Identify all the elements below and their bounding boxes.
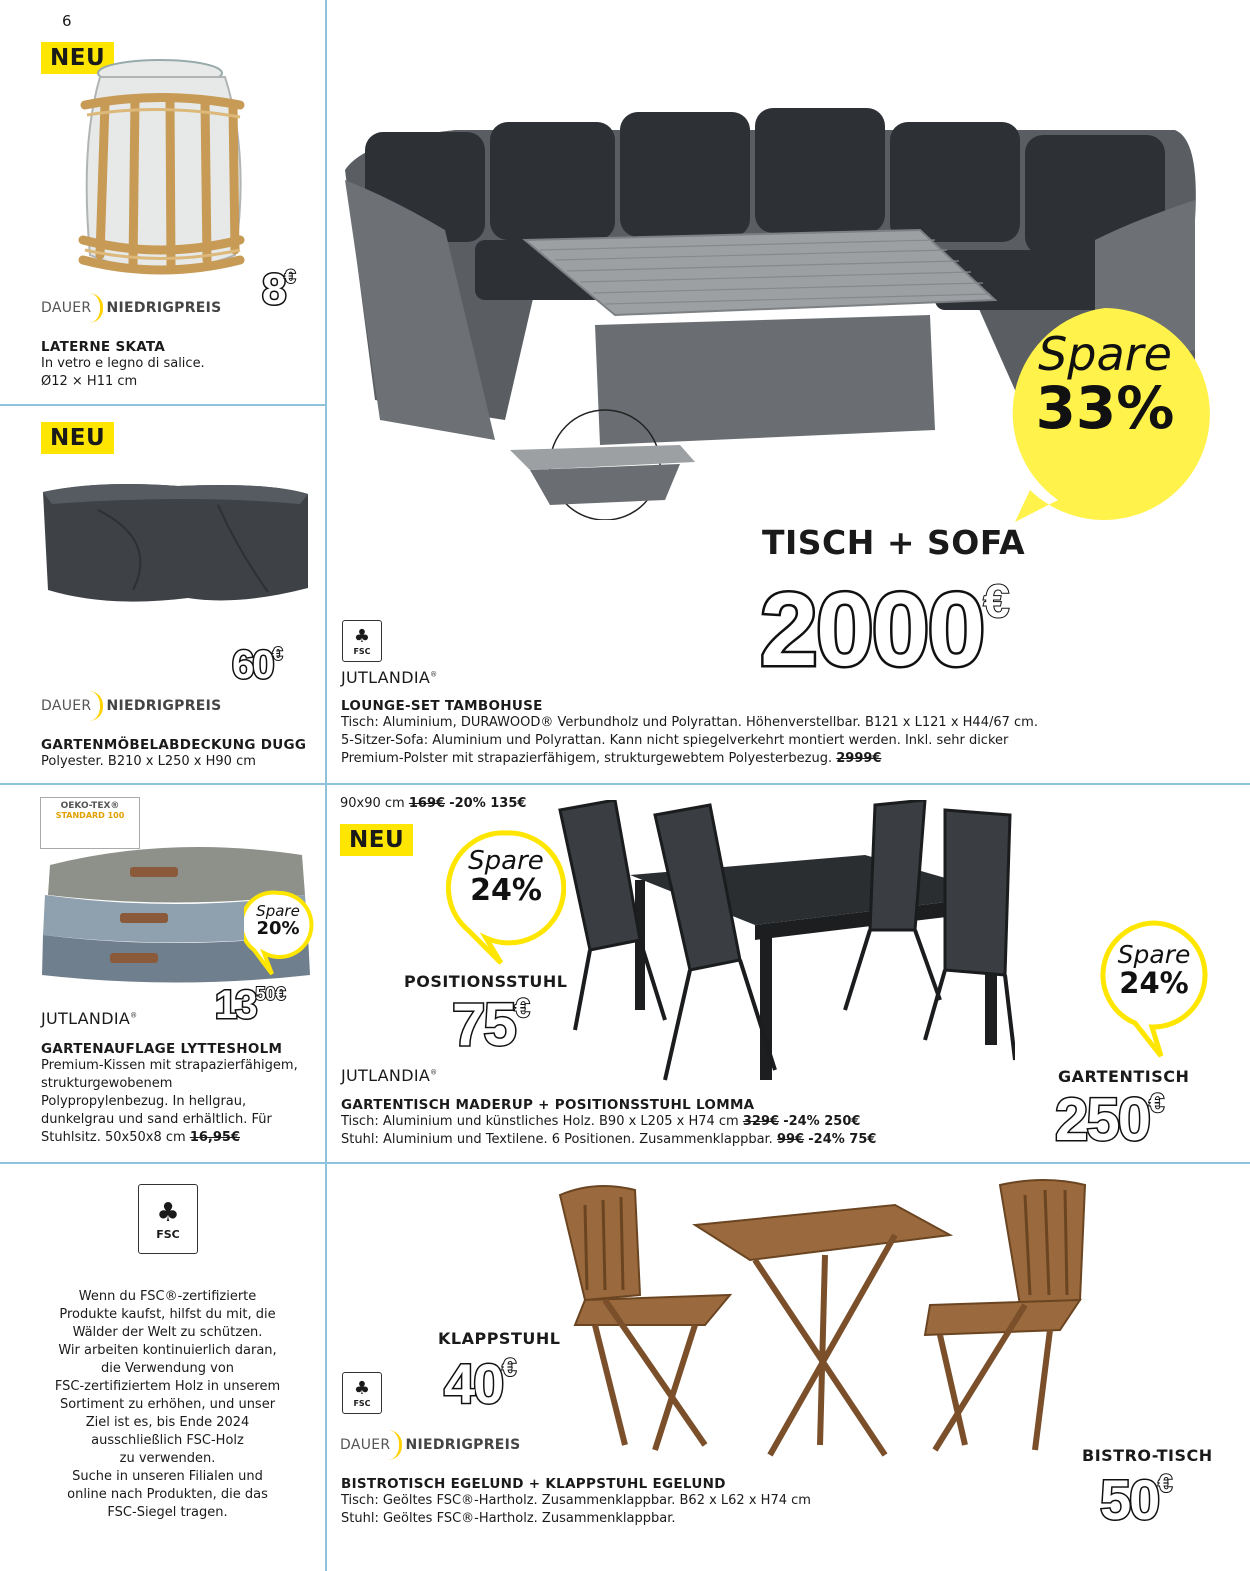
lounge-title: LOUNGE-SET TAMBOHUSE [341, 698, 543, 714]
bistro-tisch-heading: BISTRO-TISCH [1082, 1446, 1213, 1465]
cover-image [38, 480, 313, 610]
fsc-logo: ♣ FSC [342, 1372, 382, 1414]
oeko-tex-label: OEKO-TEX® STANDARD 100 [40, 797, 140, 849]
laterne-title: LATERNE SKATA [41, 339, 166, 355]
divider-1 [0, 404, 326, 406]
dauer-niedrigpreis-logo: DAUER NIEDRIGPREIS [340, 1430, 521, 1460]
laterne-price: 8€ [262, 265, 296, 314]
abdeckung-title: GARTENMÖBELABDECKUNG DUGG [41, 737, 307, 753]
maderup-info: GARTENTISCH MADERUP + POSITIONSSTUHL LOMMA Tisch: Aluminium und künstliches Holz. B90 x L205 x H74 cm 329€ -24% 250€ Stuhl: Aluminium und Textilene. 6 Positionen. Zusammenklappbar. 99€ -24% 75€ [341, 1097, 877, 1147]
spare-24-text-2: Spare 24% [1117, 940, 1191, 1001]
lounge-desc-3: Premium-Polster mit strapazierfähigem, strukturgewebtem Polyesterbezug. 2999€ [341, 751, 882, 766]
jutlandia-logo: JUTLANDIA® [41, 1009, 138, 1028]
neu-badge: NEU [41, 422, 114, 454]
egelund-info: BISTROTISCH EGELUND + KLAPPSTUHL EGELUND Tisch: Geöltes FSC®-Hartholz. Zusammenklappbar. B62 x L62 x H74 cm Stuhl: Geöltes FSC®-Hartholz. Zusammenklappbar. [341, 1476, 811, 1526]
kissen-price: $13^{50€}$ [215, 983, 286, 1027]
kissen-info: GARTENAUFLAGE LYTTESHOLM Premium-Kissen mit strapazierfähigem, strukturgewobenem Polypropylenbezug. In hellgrau, dunkelgrau und sand erhältlich. Für Stuhlsitz. 50x50x8 cm 16,95€ [41, 1041, 298, 1145]
laterne-desc-1: In vetro e legno di salice. [41, 356, 205, 371]
lantern-image [75, 55, 285, 290]
jutlandia-logo: JUTLANDIA® [341, 668, 438, 687]
gartentisch-heading: GARTENTISCH [1058, 1067, 1190, 1086]
bistro-tisch-price: 50€ [1100, 1468, 1173, 1531]
divider-3 [0, 1162, 1250, 1164]
maderup-size-note: 90x90 cm 169€ -20% 135€ [340, 796, 527, 811]
klappstuhl-heading: KLAPPSTUHL [438, 1329, 561, 1348]
abdeckung-price: 60€ [232, 643, 283, 687]
laterne-info [41, 339, 205, 391]
lounge-heading: TISCH + SOFA [762, 523, 1026, 562]
dauer-niedrigpreis-logo: DAUER NIEDRIGPREIS [41, 293, 222, 323]
abdeckung-desc: Polyester. B210 x L250 x H90 cm [41, 754, 256, 769]
kissen-title: GARTENAUFLAGE LYTTESHOLM [41, 1041, 283, 1057]
lounge-price: 2000€ [760, 572, 1010, 688]
positionsstuhl-heading: POSITIONSSTUHL [404, 972, 568, 991]
fsc-certificate-logo: ♣ FSC [138, 1184, 198, 1254]
spare-20-text: Spare 20% [256, 902, 300, 939]
gartentisch-price: 250€ [1055, 1086, 1165, 1153]
neu-badge: NEU [340, 824, 413, 856]
divider-2 [0, 783, 1250, 785]
lounge-desc-2: 5-Sitzer-Sofa: Aluminium und Polyrattan. Kann nicht spiegelverkehrt montiert werden. Inkl. sehr dicker [341, 733, 1009, 748]
spare-33-text: Spare 33% [1035, 327, 1175, 443]
lounge-info [341, 698, 1038, 768]
maderup-title: GARTENTISCH MADERUP + POSITIONSSTUHL LOMMA [341, 1097, 755, 1113]
laterne-desc-2: Ø12 × H11 cm [41, 374, 138, 389]
maderup-set-image [545, 800, 1015, 1085]
egelund-title: BISTROTISCH EGELUND + KLAPPSTUHL EGELUND [341, 1476, 726, 1492]
fsc-logo: ♣ FSC [342, 620, 382, 662]
page-number: 6 [62, 12, 72, 30]
bistro-set-image [555, 1175, 1090, 1460]
abdeckung-info [41, 737, 306, 771]
jutlandia-logo: JUTLANDIA® [341, 1066, 438, 1085]
vertical-divider [325, 0, 327, 1571]
neu-badge: NEU [41, 42, 114, 74]
dauer-niedrigpreis-logo: DAUER NIEDRIGPREIS [41, 691, 222, 721]
klappstuhl-price: 40€ [444, 1352, 517, 1415]
fsc-info-text: Wenn du FSC®-zertifizierte Produkte kaufst, hilfst du mit, die Wälder der Welt zu schützen. Wir arbeiten kontinuierlich daran, die Verwendung von FSC-zertifiziertem Holz in unserem Sortiment zu erhöhen, und unser Ziel ist es, bis Ende 2024 ausschließlich FSC-Holz zu verwenden. Suche in unseren Filialen und online nach Produkten, die das FSC-Siegel tragen. [54, 1289, 281, 1520]
positionsstuhl-price: 75€ [452, 991, 530, 1058]
lounge-desc-1: Tisch: Aluminium, DURAWOOD® Verbundholz und Polyrattan. Höhenverstellbar. B121 x L121 x H44/67 cm. [341, 715, 1038, 730]
spare-24-text-1: Spare 24% [468, 846, 544, 909]
